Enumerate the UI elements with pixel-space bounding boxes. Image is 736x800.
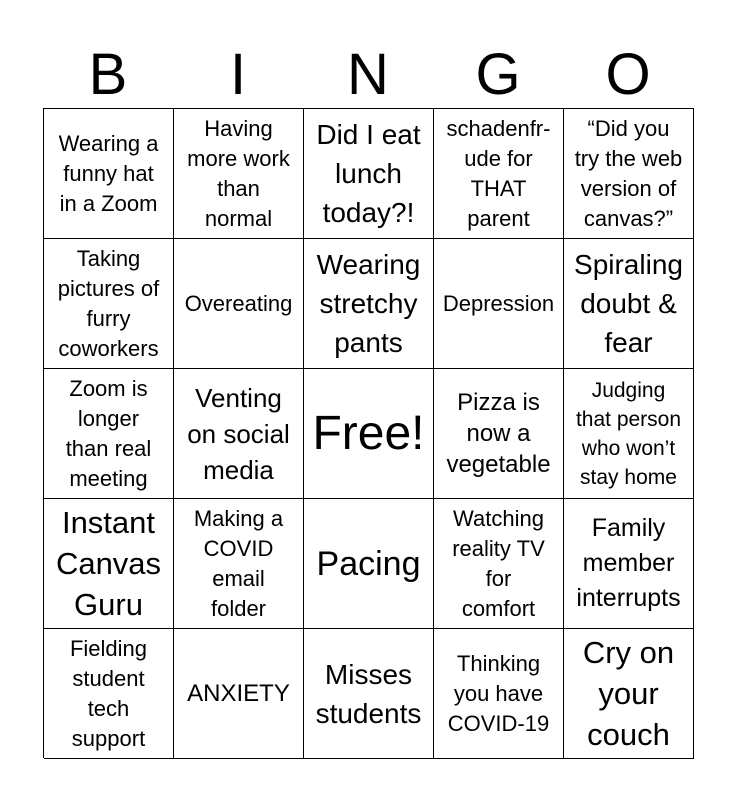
bingo-board — [43, 108, 694, 758]
cell-text: Instant Canvas Guru — [55, 505, 162, 622]
bingo-cell-r3c1[interactable] — [44, 369, 174, 499]
bingo-header — [43, 42, 693, 108]
cell-text: Taking pictures of furry coworkers — [57, 245, 160, 361]
cell-text: Wearing stretchy pants — [316, 249, 421, 358]
bingo-cell-r5c5[interactable] — [564, 629, 694, 759]
cell-text: Venting on social media — [187, 382, 290, 485]
cell-text: Family member interrupts — [576, 514, 681, 612]
cell-text: ANXIETY — [187, 680, 290, 707]
bingo-cell-r4c4[interactable] — [434, 499, 564, 629]
cell-text: Pizza is now a vegetable — [446, 389, 551, 478]
cell-text: Depression — [442, 290, 555, 316]
bingo-cell-r2c2[interactable] — [174, 239, 304, 369]
bingo-cell-r3c4[interactable] — [434, 369, 564, 499]
bingo-cell-r1c1[interactable] — [44, 109, 174, 239]
bingo-cell-r1c5[interactable] — [564, 109, 694, 239]
bingo-cell-free[interactable] — [304, 369, 434, 499]
cell-text: Thinking you have COVID-19 — [447, 650, 550, 736]
bingo-cell-r5c2[interactable] — [174, 629, 304, 759]
cell-text: Did I eat lunch today?! — [316, 119, 421, 228]
header-letter-o: O — [605, 42, 651, 107]
bingo-cell-r4c3[interactable] — [304, 499, 434, 629]
bingo-cell-r2c1[interactable] — [44, 239, 174, 369]
bingo-cell-r1c3[interactable] — [304, 109, 434, 239]
cell-text: schadenfr- ude for THAT parent — [446, 115, 551, 231]
cell-text: Overeating — [184, 290, 293, 316]
bingo-cell-r5c1[interactable] — [44, 629, 174, 759]
header-letter-i: I — [229, 42, 247, 107]
bingo-cell-r3c5[interactable] — [564, 369, 694, 499]
cell-text: Watching reality TV for comfort — [452, 505, 545, 621]
cell-text: Wearing a funny hat in a Zoom — [58, 130, 159, 216]
cell-text: Misses students — [315, 658, 422, 729]
bingo-cell-r5c3[interactable] — [304, 629, 434, 759]
header-letter-b: B — [88, 42, 128, 107]
bingo-cell-r2c3[interactable] — [304, 239, 434, 369]
cell-text: Cry on your couch — [582, 635, 675, 752]
bingo-cell-r4c1[interactable] — [44, 499, 174, 629]
cell-text: Pacing — [316, 544, 421, 583]
bingo-cell-r5c4[interactable] — [434, 629, 564, 759]
cell-text: Having more work than normal — [187, 115, 290, 231]
header-letter-g: G — [475, 42, 521, 107]
cell-text: Making a COVID email folder — [193, 505, 284, 621]
cell-text: Spiraling doubt & fear — [574, 249, 683, 358]
cell-text: Judging that person who won’t stay home — [575, 378, 682, 489]
bingo-cell-r3c2[interactable] — [174, 369, 304, 499]
bingo-cell-r1c4[interactable] — [434, 109, 564, 239]
bingo-cell-r2c5[interactable] — [564, 239, 694, 369]
bingo-cell-r4c5[interactable] — [564, 499, 694, 629]
free-space-label: Free! — [312, 406, 425, 460]
cell-text: Fielding student tech support — [69, 635, 148, 751]
bingo-cell-r2c4[interactable] — [434, 239, 564, 369]
cell-text: “Did you try the web version of canvas?” — [574, 115, 683, 231]
cell-text: Zoom is longer than real meeting — [65, 375, 152, 491]
bingo-cell-r4c2[interactable] — [174, 499, 304, 629]
header-letter-n: N — [347, 42, 389, 107]
bingo-cell-r1c2[interactable] — [174, 109, 304, 239]
